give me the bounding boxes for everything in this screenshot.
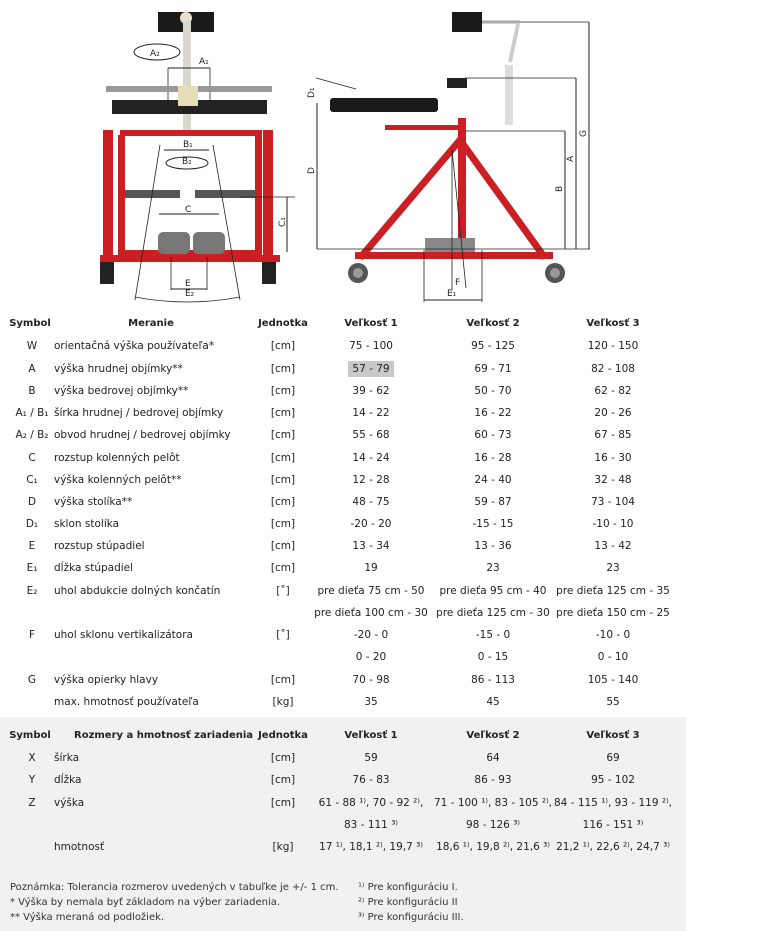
header-size2: Veľkosť 2 [466, 318, 520, 329]
cell-symbol: W [26, 340, 38, 352]
table-row [0, 536, 700, 556]
cell-unit: [cm] [270, 752, 296, 764]
cell-size1: 55 - 68 [352, 429, 390, 441]
cell-symbol: G [27, 674, 37, 686]
table-row [0, 603, 700, 623]
cell-measure: uhol abdukcie dolných končatín [54, 585, 221, 597]
cell-symbol: A [28, 363, 36, 375]
cell-symbol: A₁ / B₁ [15, 407, 49, 419]
highlighted-value: 57 - 79 [348, 361, 393, 377]
cell-unit: [˚] [276, 629, 290, 641]
cell-size2: 86 - 93 [474, 774, 512, 786]
label-a1: A₁ [199, 57, 209, 67]
table-row [0, 514, 700, 534]
cell-unit: [cm] [270, 363, 296, 375]
cell-size2: 24 - 40 [474, 474, 512, 486]
cell-size3: 95 - 102 [591, 774, 635, 786]
cell-measure: výška [54, 797, 85, 809]
cell-size2: 64 [486, 752, 500, 764]
cell-symbol: F [28, 629, 36, 641]
cell-unit: [kg] [272, 696, 294, 708]
header-unit: Jednotka [258, 318, 308, 329]
header-size1: Veľkosť 1 [344, 730, 398, 741]
table-row [0, 837, 700, 857]
table-row [0, 336, 700, 356]
cell-size2: 23 [486, 562, 500, 574]
cell-size3: 16 - 30 [594, 452, 632, 464]
cell-unit: [cm] [270, 474, 296, 486]
cell-size3: 69 [606, 752, 620, 764]
cell-size3: 116 - 151 ³⁾ [582, 819, 644, 831]
table-row [0, 770, 700, 790]
label-a: A [566, 155, 576, 162]
cell-measure: rozstup kolenných pelôt [54, 452, 180, 464]
cell-unit: [cm] [270, 452, 296, 464]
table-row [0, 470, 700, 490]
cell-size3: 62 - 82 [594, 385, 632, 397]
cell-size2: pre dieťa 95 cm - 40 [439, 585, 547, 597]
label-a2: A₂ [150, 49, 160, 59]
cell-measure: výška stolíka** [54, 496, 133, 508]
cell-unit: [cm] [270, 540, 296, 552]
cell-size3: 32 - 48 [594, 474, 632, 486]
product-diagram [0, 0, 784, 310]
cell-size2: 69 - 71 [474, 363, 512, 375]
cell-size1 [300, 359, 442, 379]
header-unit: Jednotka [258, 730, 308, 741]
header-size2: Veľkosť 2 [466, 730, 520, 741]
cell-symbol: C [28, 452, 36, 464]
table-row [0, 793, 700, 813]
cell-size2: 95 - 125 [471, 340, 515, 352]
cell-unit: [cm] [270, 429, 296, 441]
cell-symbol: B [28, 385, 36, 397]
label-b2: B₂ [182, 157, 192, 167]
cell-unit: [cm] [270, 340, 296, 352]
cell-size3: 105 - 140 [587, 674, 639, 686]
cell-size1: 83 - 111 ³⁾ [344, 819, 398, 831]
cell-measure: max. hmotnosť používateľa [54, 696, 199, 708]
note-tolerance: Poznámka: Tolerancia rozmerov uvedených v tabuľke je +/- 1 cm. [10, 882, 339, 893]
table-row [0, 670, 700, 690]
cell-measure: výška hrudnej objímky** [54, 363, 183, 375]
label-g: G [579, 130, 589, 137]
header-size3: Veľkosť 3 [586, 730, 640, 741]
cell-size3: 23 [606, 562, 620, 574]
cell-symbol: Z [28, 797, 36, 809]
cell-unit: [cm] [270, 496, 296, 508]
cell-symbol: D [27, 496, 37, 508]
cell-size2: 71 - 100 ¹⁾, 83 - 105 ²⁾, [434, 797, 552, 809]
cell-unit: [cm] [270, 407, 296, 419]
cell-symbol: D₁ [25, 518, 39, 530]
cell-measure: dĺžka stúpadiel [54, 562, 134, 574]
cell-size2: 16 - 28 [474, 452, 512, 464]
cell-size2: 86 - 113 [471, 674, 515, 686]
table-row [0, 581, 700, 601]
header-measure: Meranie [128, 318, 174, 329]
cell-size2: 60 - 73 [474, 429, 512, 441]
table-row [0, 692, 700, 712]
cell-size1: 12 - 28 [352, 474, 390, 486]
cell-size3: -10 - 0 [595, 629, 631, 641]
cell-size1: 75 - 100 [349, 340, 393, 352]
table-row [0, 381, 700, 401]
table2-header [0, 726, 700, 746]
cell-size3: -10 - 10 [592, 518, 634, 530]
cell-measure: šírka [54, 752, 80, 764]
cell-size1: pre dieťa 100 cm - 30 [314, 607, 428, 619]
cell-measure: orientačná výška používateľa* [54, 340, 215, 352]
cell-measure: hmotnosť [54, 841, 105, 853]
cell-size2: 98 - 126 ³⁾ [466, 819, 520, 831]
footnote-3: ³⁾ Pre konfiguráciu III. [358, 912, 464, 923]
cell-size3: 13 - 42 [594, 540, 632, 552]
label-d: D [307, 167, 317, 174]
cell-measure: sklon stolíka [54, 518, 120, 530]
label-e1: E₁ [447, 289, 457, 299]
cell-size3: 0 - 10 [597, 651, 629, 663]
cell-measure: dĺžka [54, 774, 82, 786]
cell-size1: 14 - 22 [352, 407, 390, 419]
cell-size2: pre dieťa 125 cm - 30 [436, 607, 550, 619]
cell-size1: 19 [364, 562, 378, 574]
label-c1: C₁ [278, 217, 288, 227]
cell-size1: pre dieťa 75 cm - 50 [317, 585, 425, 597]
cell-symbol: E [28, 540, 36, 552]
cell-size2: 59 - 87 [474, 496, 512, 508]
header-dimensions: Rozmery a hmotnosť zariadenia [74, 730, 254, 741]
label-c: C [185, 205, 192, 215]
cell-unit: [cm] [270, 562, 296, 574]
cell-size3: 20 - 26 [594, 407, 632, 419]
cell-unit: [cm] [270, 797, 296, 809]
table-row [0, 625, 700, 645]
cell-size1: 76 - 83 [352, 774, 390, 786]
header-size1: Veľkosť 1 [344, 318, 398, 329]
notes [10, 880, 339, 925]
cell-measure: výška bedrovej objímky** [54, 385, 189, 397]
label-b1: B₁ [183, 140, 193, 150]
cell-size2: -15 - 0 [475, 629, 511, 641]
cell-size1: 14 - 24 [352, 452, 390, 464]
cell-unit: [cm] [270, 385, 296, 397]
cell-size1: 13 - 34 [352, 540, 390, 552]
label-e2: E₂ [185, 289, 195, 299]
cell-size2: 16 - 22 [474, 407, 512, 419]
table-row [0, 815, 700, 835]
cell-measure: obvod hrudnej / bedrovej objímky [54, 429, 231, 441]
note-measured: ** Výška meraná od podložiek. [10, 912, 165, 923]
front-view [100, 12, 295, 302]
cell-size3: 82 - 108 [591, 363, 635, 375]
footnote-2: ²⁾ Pre konfiguráciu II [358, 897, 458, 908]
cell-symbol: E₂ [26, 585, 38, 597]
table-row [0, 359, 700, 379]
label-e: E [185, 279, 191, 289]
cell-measure: šírka hrudnej / bedrovej objímky [54, 407, 224, 419]
table-row [0, 403, 700, 423]
cell-size1: -20 - 0 [353, 629, 389, 641]
footnote-1: ¹⁾ Pre konfiguráciu I. [358, 882, 458, 893]
cell-size1: 35 [364, 696, 378, 708]
cell-size2: 0 - 15 [477, 651, 509, 663]
side-view [307, 12, 590, 302]
cell-unit: [cm] [270, 518, 296, 530]
cell-size1: 39 - 62 [352, 385, 390, 397]
cell-size1: 61 - 88 ¹⁾, 70 - 92 ²⁾, [318, 797, 424, 809]
footnotes [358, 880, 464, 925]
cell-size1: 70 - 98 [352, 674, 390, 686]
side-table [330, 98, 438, 112]
cell-size1: 17 ¹⁾, 18,1 ²⁾, 19,7 ³⁾ [319, 841, 423, 853]
header-symbol: Symbol [9, 730, 51, 741]
cell-unit: [˚] [276, 585, 290, 597]
cell-symbol: A₂ / B₂ [15, 429, 49, 441]
header-symbol: Symbol [9, 318, 51, 329]
table-row [0, 748, 700, 768]
cell-size3: 67 - 85 [594, 429, 632, 441]
cell-size2: 18,6 ¹⁾, 19,8 ²⁾, 21,6 ³⁾ [436, 841, 550, 853]
cell-size3: pre dieťa 125 cm - 35 [556, 585, 670, 597]
label-d1: D₁ [307, 87, 317, 98]
table-row [0, 647, 700, 667]
table-row [0, 448, 700, 468]
cell-size2: 13 - 36 [474, 540, 512, 552]
cell-symbol: X [28, 752, 36, 764]
note-height: * Výška by nemala byť základom na výber zariadenia. [10, 897, 281, 908]
cell-unit: [kg] [272, 841, 294, 853]
cell-size1: -20 - 20 [350, 518, 392, 530]
cell-size3: 21,2 ¹⁾, 22,6 ²⁾, 24,7 ³⁾ [556, 841, 670, 853]
header-size3: Veľkosť 3 [586, 318, 640, 329]
cell-unit: [cm] [270, 674, 296, 686]
cell-size3: 73 - 104 [591, 496, 635, 508]
cell-symbol: C₁ [26, 474, 38, 486]
cell-size3: 55 [606, 696, 620, 708]
cell-size2: 50 - 70 [474, 385, 512, 397]
table-row [0, 558, 700, 578]
table-row [0, 425, 700, 445]
cell-measure: uhol sklonu vertikalizátora [54, 629, 193, 641]
cell-size3: 84 - 115 ¹⁾, 93 - 119 ²⁾, [554, 797, 672, 809]
cell-size1: 0 - 20 [355, 651, 387, 663]
cell-size1: 48 - 75 [352, 496, 390, 508]
label-b: B [555, 185, 565, 192]
table-row [0, 492, 700, 512]
cell-symbol: Y [28, 774, 36, 786]
label-f: F [455, 278, 461, 288]
cell-measure: rozstup stúpadiel [54, 540, 145, 552]
cell-size1: 59 [364, 752, 378, 764]
cell-size2: -15 - 15 [472, 518, 514, 530]
side-head-pad [452, 12, 482, 32]
cell-symbol: E₁ [26, 562, 38, 574]
table-header [0, 314, 700, 334]
cell-measure: výška opierky hlavy [54, 674, 159, 686]
cell-size3: 120 - 150 [587, 340, 639, 352]
cell-size2: 45 [486, 696, 500, 708]
cell-measure: výška kolenných pelôt** [54, 474, 182, 486]
cell-size3: pre dieťa 150 cm - 25 [556, 607, 670, 619]
cell-unit: [cm] [270, 774, 296, 786]
